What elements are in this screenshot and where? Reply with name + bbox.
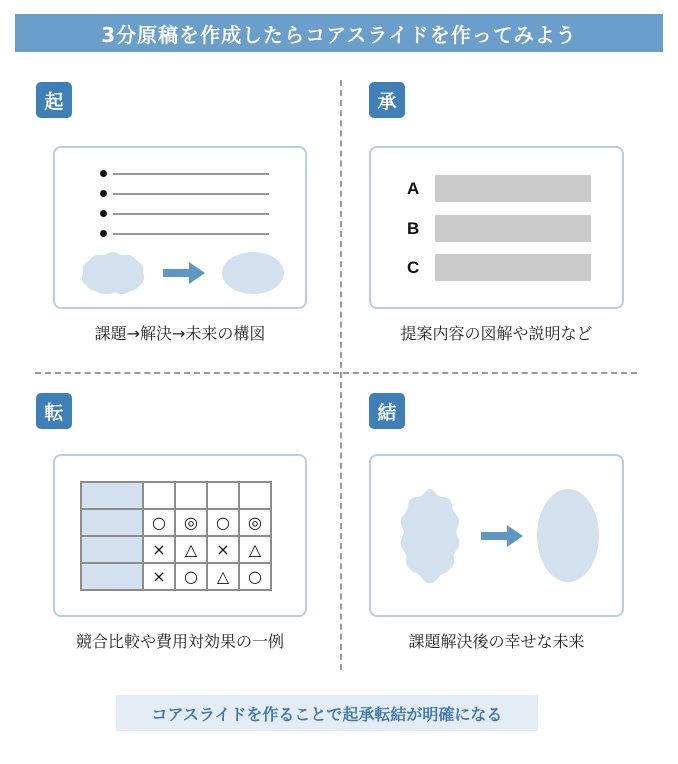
row-label-a: A	[407, 179, 420, 198]
row-label-b: B	[407, 219, 420, 238]
row-label-c: C	[407, 258, 420, 277]
caption-ketsu: 課題解決後の幸せな未来	[408, 632, 585, 651]
card-ketsu	[369, 454, 624, 617]
problem-wavy-shape-icon	[397, 488, 463, 584]
badge-ketsu: 結	[369, 393, 405, 429]
caption-sho: 提案内容の図解や説明など	[400, 324, 593, 343]
table-row: × ○ △ ○	[81, 563, 271, 590]
arrow-right-icon	[163, 262, 205, 284]
table-row: × △ × △	[81, 536, 271, 563]
vertical-divider	[340, 80, 342, 670]
arrow-right-icon	[481, 525, 523, 547]
badge-sho: 承	[369, 82, 405, 118]
badge-ki: 起	[36, 82, 72, 118]
bullet-icon	[100, 230, 107, 237]
content-bar	[435, 254, 591, 281]
table-row	[81, 482, 271, 509]
future-ellipse	[537, 489, 599, 582]
caption-ten: 競合比較や費用対効果の一例	[75, 632, 284, 651]
card-sho	[369, 146, 624, 309]
bullet-icon	[100, 170, 107, 177]
card-ten	[53, 454, 307, 617]
solution-ellipse	[222, 252, 284, 294]
text-line	[113, 213, 269, 215]
horizontal-divider	[35, 372, 637, 374]
content-bar	[435, 175, 591, 202]
badge-ten: 転	[36, 393, 72, 429]
comparison-table	[80, 481, 272, 591]
summary-banner: コアスライドを作ることで起承転結が明確になる	[116, 695, 538, 731]
card-ki	[53, 146, 307, 309]
caption-ki: 課題→解決→未来の構図	[94, 324, 266, 343]
text-line	[113, 173, 269, 175]
problem-wavy-shape-icon	[80, 251, 146, 295]
text-line	[113, 233, 269, 235]
page-title: 3分原稿を作成したらコアスライドを作ってみよう	[15, 14, 663, 52]
text-line	[113, 193, 269, 195]
table-row: ○ ◎ ○ ◎	[81, 509, 271, 536]
content-bar	[435, 215, 591, 242]
bullet-icon	[100, 190, 107, 197]
bullet-icon	[100, 210, 107, 217]
